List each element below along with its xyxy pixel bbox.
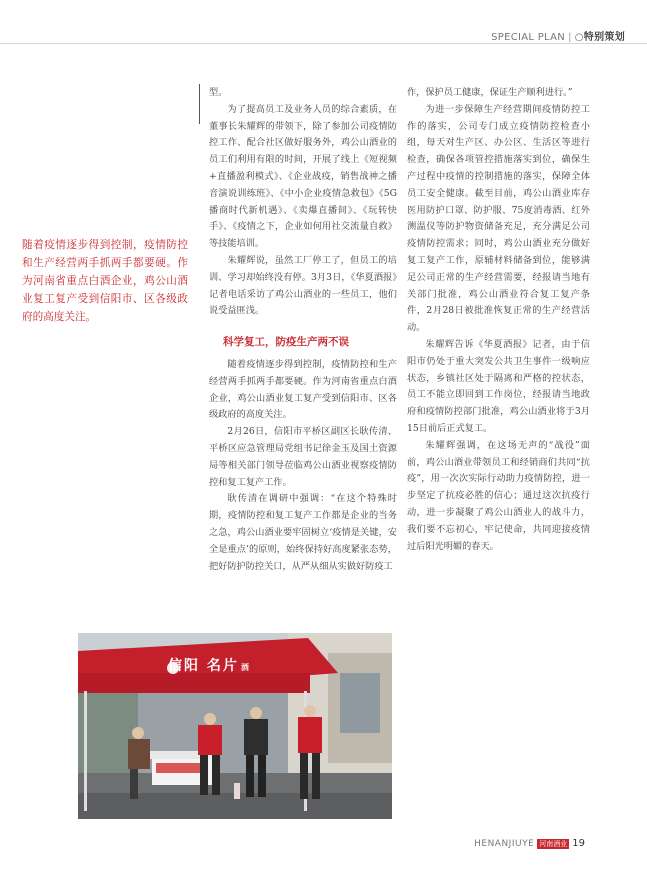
- section-label: [491, 28, 625, 43]
- page-header: [0, 0, 647, 44]
- article-column-middle: [208, 85, 397, 575]
- section-heading: 科学复工，防疫生产两不误: [223, 336, 349, 349]
- paragraph: 为进一步保障生产经营期间疫情防控工作的落实，公司专门成立疫情防控检查小组，每天对生产区、办公区、生活区等进行检查，确保各项管控措施落实到位，确保生产过程中疫情的控制措施的落实，保障全体员工安全健康。截至目前，鸡公山酒业库存医用防护口罩、防护服、75度消毒酒、红外测温仪等防护物资储备充足，充分满足公司疫情防控需求；同时，鸡公山酒业充分做好复工复产工作，原辅材料储备到位，能够满足公司正常的生产经营需要，经报请当地有关部门批准，鸡公山酒业符合复工复产条件，2月28日被批准恢复正常的生产经营活动。: [407, 103, 590, 334]
- paragraph: 随着疫情逐步得到控制，疫情防控和生产经营两手抓两手都要硬。作为河南省重点白酒企业，鸡公山酒业复工复产受到信阳市、区各级政府的高度关注。: [209, 358, 397, 421]
- paragraph: 朱耀辉强调，在这场无声的“战役”面前，鸡公山酒业带领员工和经销商们共同“抗疫”，用一次次实际行动助力疫情防控，进一步坚定了抗疫必胜的信心；通过这次抗疫行动，进一步凝聚了鸡公山酒业人的战斗力，我们要不忘初心，牢记使命，共同迎接疫情过后阳光明媚的春天。: [407, 439, 590, 552]
- section-title-cn: 特别策划: [583, 32, 625, 43]
- paragraph: 2月26日，信阳市平桥区副区长耿传清、平桥区应急管理局党组书记徐金玉及国土资源局等相关部门领导莅临鸡公山酒业视察疫情防控和复工复产工作。: [209, 426, 397, 488]
- paragraph: 耿传清在调研中强调：“在这个特殊时期，疫情防控和复工复产工作都是企业的当务之急，鸡公山酒业要牢固树立‘疫情是关键，安全是重点’的原则，始终保持好高度紧张态势，把好防护防控关口，从严从细从实做好防疫工: [209, 493, 397, 572]
- magazine-brand: HENANJIUYE: [474, 839, 535, 849]
- paragraph: 朱耀辉说，虽然工厂停工了，但员工的培训、学习却始终没有停。3月3日，《华夏酒报》记者电话采访了鸡公山酒业的一些员工，他们说受益匪浅。: [209, 254, 397, 317]
- article-column-right: [407, 85, 590, 555]
- tent-sign-text: 信阳 名片: [168, 658, 239, 674]
- paragraph: 型。: [209, 87, 228, 98]
- page-footer: [474, 838, 585, 849]
- paragraph: 朱耀辉告诉《华夏酒报》记者，由于信阳市仍处于重大突发公共卫生事件一级响应状态，乡镇社区处于隔离和严格的控状态，员工不能立即回到工作岗位，经报请当地政府和疫情防控部门批准，鸡公山酒业将于3月15日前后正式复工。: [407, 338, 590, 434]
- column-rule: [199, 84, 200, 124]
- page-number: 19: [572, 838, 585, 849]
- header-separator: |: [568, 32, 572, 43]
- circle-mark-icon: ○: [574, 32, 584, 43]
- section-title-en: SPECIAL PLAN: [491, 32, 566, 43]
- pull-quote: 随着疫情逐步得到控制，疫情防控和生产经营两手抓两手都要硬。作为河南省重点白酒企业，鸡公山酒业复工复产受到信阳市、区各级政府的高度关注。: [22, 239, 188, 323]
- paragraph: 作，保护员工健康，保证生产顺利进行。”: [407, 87, 573, 98]
- paragraph: 为了提高员工及业务人员的综合素质，在董事长朱耀辉的带领下，除了参加公司疫情防控工作、配合社区做好服务外，鸡公山酒业的员工们利用有限的时间，开展了线上《短视频+直播盈利模式》、《企业战疫，销售战神之播音演说训练班》、《中小企业疫情急救包》《5G播商时代新机遇》、《卖爆直播间》、《玩转快手》、《疫情之下，企业如何用社交流量自救》等技能培训。: [209, 103, 397, 250]
- magazine-badge: 河南酒业: [539, 840, 568, 848]
- tent-sign-suffix: 酒: [240, 663, 251, 672]
- article-photo: [78, 633, 392, 819]
- tent-sign: [168, 655, 251, 675]
- header-divider: [0, 43, 647, 44]
